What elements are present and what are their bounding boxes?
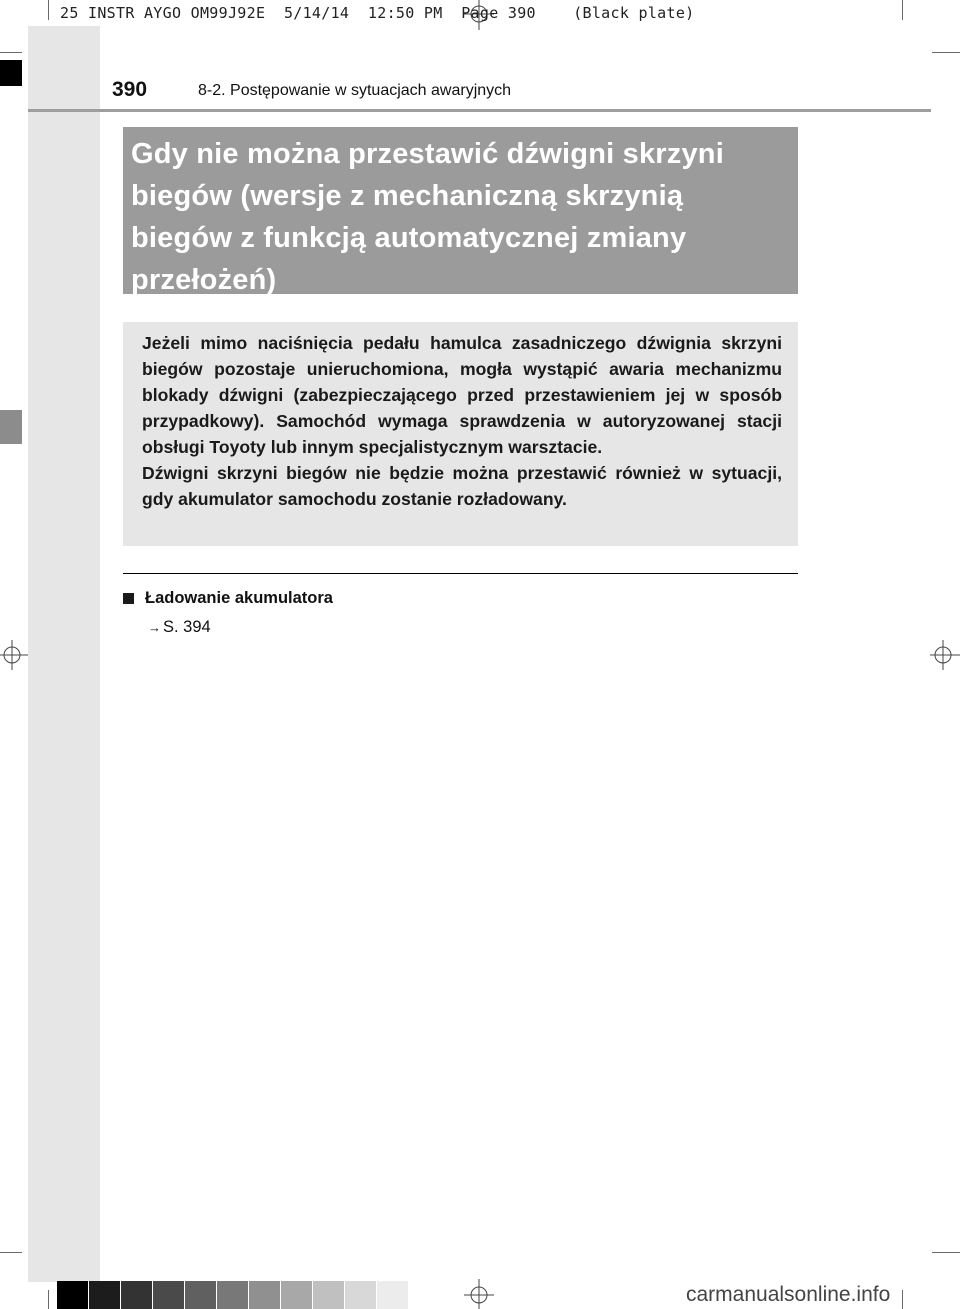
color-swatch xyxy=(345,1281,376,1309)
color-swatch xyxy=(217,1281,248,1309)
page-reference-link[interactable]: S. 394 xyxy=(163,618,211,636)
page-reference xyxy=(148,618,211,637)
note-paragraph: Jeżeli mimo naciśnięcia pedału hamulca zasadniczego dźwignia skrzyni biegów pozostaje unieruchomiona, mogła wystąpić awaria mechanizmu blokady dźwigni (zabezpieczającego przed przestawieniem jej w sposób przypadkowy). Samochód wymaga sprawdzenia w autoryzowanej stacji obsługi Toyoty lub innym specjalistycznym warsztacie. xyxy=(142,333,782,457)
crop-mark xyxy=(902,0,903,20)
crop-mark xyxy=(48,1290,49,1309)
section-divider xyxy=(123,573,798,574)
topic-title-line: przełożeń) xyxy=(131,264,277,296)
color-swatch xyxy=(313,1281,344,1309)
color-swatch xyxy=(377,1281,408,1309)
arrow-right-icon: → xyxy=(148,620,161,635)
crop-mark xyxy=(932,1252,960,1253)
subsection-heading: Ładowanie akumulatora xyxy=(145,589,333,607)
crop-mark xyxy=(0,52,22,53)
topic-title-line: biegów (wersje z mechaniczną skrzynią xyxy=(131,180,684,212)
crop-mark xyxy=(932,52,960,53)
color-swatch xyxy=(89,1281,120,1309)
color-swatch xyxy=(57,1281,88,1309)
color-swatch xyxy=(153,1281,184,1309)
color-calibration-bar xyxy=(57,1281,409,1309)
crop-mark xyxy=(0,1252,22,1253)
crop-mark xyxy=(48,0,49,20)
color-swatch xyxy=(249,1281,280,1309)
note-paragraph: Dźwigni skrzyni biegów nie będzie można przestawić również w sytuacji, gdy akumulator samochodu zostanie rozładowany. xyxy=(142,463,782,509)
registration-mark-icon xyxy=(0,638,34,672)
topic-title-line: biegów z funkcją automatycznej zmiany xyxy=(131,222,687,254)
registration-mark-icon xyxy=(462,1275,496,1309)
crop-mark xyxy=(902,1290,903,1309)
color-swatch xyxy=(185,1281,216,1309)
printer-slug: 25 INSTR AYGO OM99J92E 5/14/14 12:50 PM Page 390 (Black plate) xyxy=(60,4,695,22)
registration-mark-icon xyxy=(926,638,960,672)
color-swatch xyxy=(281,1281,312,1309)
topic-title-line: Gdy nie można przestawić dźwigni skrzyni xyxy=(131,138,724,170)
color-swatch xyxy=(121,1281,152,1309)
header-divider xyxy=(28,109,931,112)
page-number: 390 xyxy=(112,78,148,101)
watermark: carmanualsonline.info xyxy=(686,1283,891,1306)
side-margin-band xyxy=(28,26,100,1282)
section-title: 8-2. Postępowanie w sytuacjach awaryjnych xyxy=(198,82,512,99)
topic-title-box xyxy=(123,127,798,294)
square-bullet-icon xyxy=(123,593,134,604)
chapter-tab-marker-grey xyxy=(0,410,22,444)
chapter-tab-marker xyxy=(0,60,22,86)
info-note-box xyxy=(123,322,798,546)
